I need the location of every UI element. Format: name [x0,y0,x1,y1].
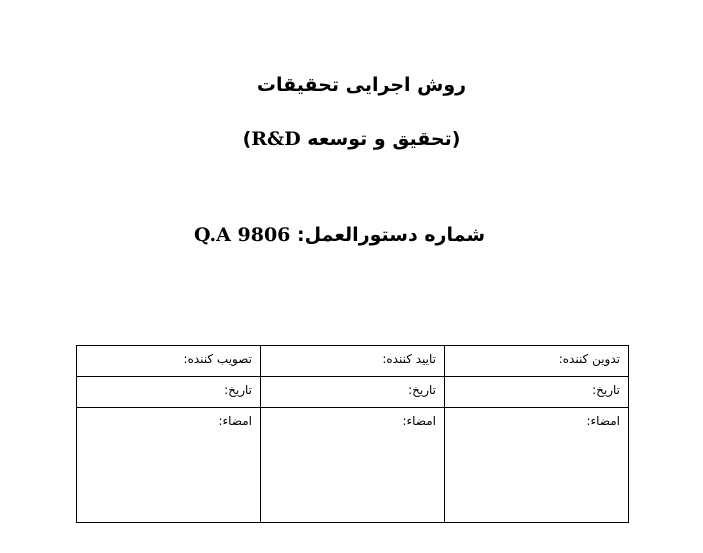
approver-role-cell: تایید کننده: [261,346,445,377]
document-subtitle [0,128,703,150]
document-title [10,74,703,96]
document-number-label: شماره دستورالعمل: [290,224,486,246]
compiler-date-cell: تاریخ: [445,377,629,408]
subtitle-code: R&D [251,128,301,150]
approver-date-cell: تاریخ: [261,377,445,408]
document-number [0,224,691,246]
approver-signature-cell: امضاء: [261,408,445,523]
compiler-signature-cell: امضاء: [445,408,629,523]
compiler-role-cell: تدوین کننده: [445,346,629,377]
document-number-value: Q.A 9806 [193,224,291,246]
signoff-signature-row [77,408,629,523]
document-title-text: روش اجرایی تحقیقات [256,74,467,96]
ratifier-role-cell: تصویب کننده: [77,346,261,377]
subtitle-open-paren: ( [451,128,461,150]
ratifier-date-cell: تاریخ: [77,377,261,408]
signoff-date-row [77,377,629,408]
subtitle-close-paren: ) [242,128,252,150]
subtitle-text: تحقیق و توسعه [300,128,452,150]
signoff-table [76,345,629,523]
ratifier-signature-cell: امضاء: [77,408,261,523]
signoff-role-row [77,346,629,377]
